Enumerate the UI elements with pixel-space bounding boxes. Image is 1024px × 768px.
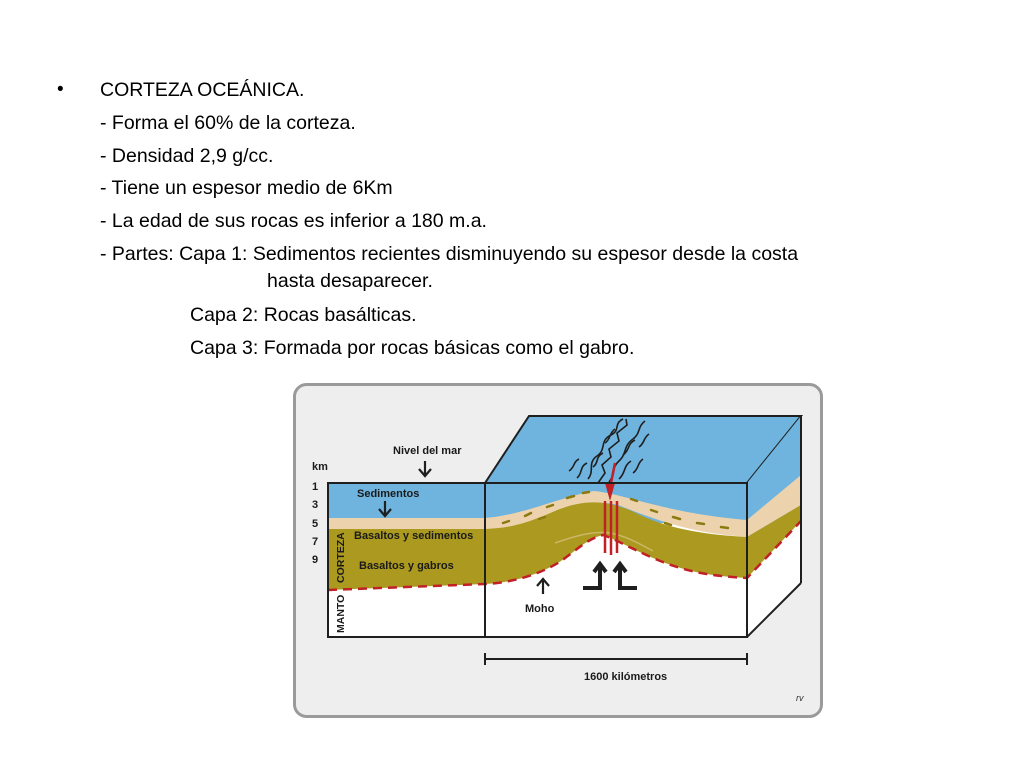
moho-label: Moho xyxy=(525,603,555,615)
line-density: - Densidad 2,9 g/cc. xyxy=(100,145,274,167)
line-proportion: - Forma el 60% de la corteza. xyxy=(100,112,356,134)
depth-tick: 3 xyxy=(312,499,319,511)
oceanic-crust-diagram xyxy=(293,383,823,718)
author-signature: rv xyxy=(796,693,804,703)
sea-top-face xyxy=(485,416,801,483)
sea-level-label: Nivel del mar xyxy=(393,445,462,457)
bullet-marker: • xyxy=(57,79,64,100)
slide-text xyxy=(0,0,1024,380)
depth-tick: 1 xyxy=(312,481,319,493)
line-layer-2: Capa 2: Rocas basálticas. xyxy=(190,304,417,326)
crust-label: CORTEZA xyxy=(335,532,347,583)
diagram-svg xyxy=(293,383,823,718)
line-thickness: - Tiene un espesor medio de 6Km xyxy=(100,177,393,199)
sediment-front-left xyxy=(328,518,485,529)
heading: CORTEZA OCEÁNICA. xyxy=(100,79,305,101)
basalts-sediments-label: Basaltos y sedimentos xyxy=(354,530,474,542)
line-age: - La edad de sus rocas es inferior a 180 m.a. xyxy=(100,210,487,232)
sediments-label: Sedimentos xyxy=(357,488,420,500)
line-parts-continued: hasta desaparecer. xyxy=(267,270,433,292)
depth-tick: 5 xyxy=(312,518,319,530)
line-parts: - Partes: Capa 1: Sedimentos recientes disminuyendo su espesor desde la costa xyxy=(100,243,799,265)
depth-tick: 9 xyxy=(312,554,319,566)
km-label: km xyxy=(312,461,328,473)
line-layer-3: Capa 3: Formada por rocas básicas como el gabro. xyxy=(190,337,635,359)
depth-tick: 7 xyxy=(312,536,319,548)
scale-label: 1600 kilómetros xyxy=(584,671,668,683)
mantle-label: MANTO xyxy=(335,594,347,633)
basalts-gabbros-label: Basaltos y gabros xyxy=(359,560,454,572)
